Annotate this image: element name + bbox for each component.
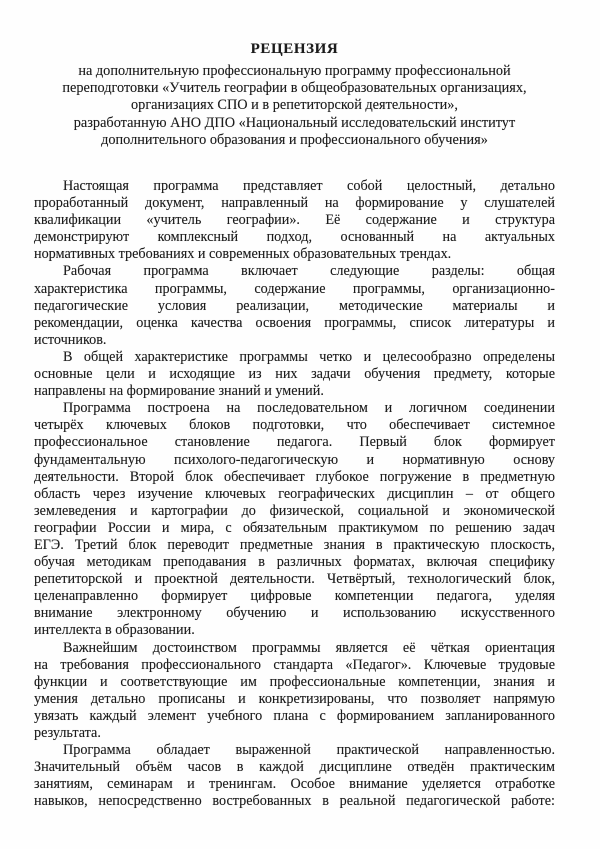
paragraph <box>34 640 555 743</box>
paragraph-line: источников. <box>34 331 107 348</box>
paragraph-line: проработанный документ, направленный на формирование у слушателей <box>34 195 555 212</box>
paragraph-line: деятельности. Второй блок обеспечивает глубокое погружение в предметную <box>34 468 555 485</box>
paragraph-line: репетиторской и проектной деятельности. Четвёртый, технологический блок, <box>34 571 555 588</box>
paragraph-line: целенаправленно формирует цифровые компетенции педагога, уделяя <box>34 588 555 605</box>
subtitle-line: на дополнительную профессиональную программу профессиональной <box>78 63 511 79</box>
paragraph <box>34 349 555 400</box>
document-title: РЕЦЕНЗИЯ <box>250 41 339 57</box>
paragraph-line: Рабочая программа включает следующие разделы: общая <box>63 263 555 280</box>
paragraph-line: ЕГЭ. Третий блок переводит предметные знания в практическую плоскость, <box>34 536 555 553</box>
paragraph-line: В общей характеристике программы четко и целесообразно определены <box>63 348 555 365</box>
paragraph-line: занятиям, семинарам и тренингам. Особое внимание уделяется отработке <box>34 776 555 793</box>
paragraph-line: направлены на формирование знаний и умений. <box>34 383 324 400</box>
paragraph <box>34 742 555 810</box>
subtitle-line: дополнительного образования и профессионального обучения» <box>101 131 488 148</box>
paragraph-line: Программа построена на последовательном и логичном соединении <box>63 400 555 417</box>
paragraph-line: увязать каждый элемент учебного плана с формированием запланированного <box>34 707 555 724</box>
document-body <box>34 178 555 810</box>
paragraph-line: фундаментальную психолого-педагогическую и нормативную основу <box>34 451 555 468</box>
paragraph-line: интеллекта в образовании. <box>34 622 195 639</box>
subtitle-line: переподготовки «Учитель географии в общеобразовательных организациях, <box>62 80 527 97</box>
paragraph-line: Настоящая программа представляет собой целостный, детально <box>63 178 555 195</box>
paragraph-line: навыков, непосредственно востребованных в реальной педагогической работе: <box>34 793 555 810</box>
paragraph-line: землеведения и картографии до физической, социальной и экономической <box>34 502 555 519</box>
paragraph-line: педагогические условия реализации, методические материалы и <box>34 297 555 314</box>
paragraph-line: Программа обладает выраженной практической направленностью. <box>63 742 555 759</box>
paragraph-line: характеристика программы, содержание программы, организационно- <box>34 280 555 297</box>
paragraph-line: Значительный объём часов в каждой дисциплине отведён практическим <box>34 759 555 776</box>
paragraph <box>34 400 555 639</box>
paragraph <box>34 178 555 263</box>
paragraph-line: функции и соответствующие им профессиональные компетенции, знания и <box>34 673 555 690</box>
paragraph-line: профессиональное становление педагога. Первый блок формирует <box>34 434 555 451</box>
document-subtitle <box>34 63 555 149</box>
paragraph-line: демонстрируют комплексный подход, основанный на актуальных <box>34 229 555 246</box>
paragraph-line: нормативных требованиях и современных образовательных трендах. <box>34 246 452 263</box>
paragraph-line: квалификации «учитель географии». Её содержание и структура <box>34 212 555 229</box>
paragraph-line: умения детально прописаны и конкретизированы, что позволяет напрямую <box>34 690 555 707</box>
paragraph-line: Важнейшим достоинством программы является её чёткая ориентация <box>63 639 555 656</box>
paragraph-line: результата. <box>34 725 101 742</box>
paragraph-line: четырёх ключевых блоков подготовки, что обеспечивает системное <box>34 417 555 434</box>
paragraph <box>34 263 555 348</box>
paragraph-line: обучая методикам преподавания в различных форматах, включая специфику <box>34 554 555 571</box>
document-content <box>34 0 555 810</box>
paragraph-line: на требования профессионального стандарта «Педагог». Ключевые трудовые <box>34 656 555 673</box>
paragraph-line: внимание электронному обучению и использованию искусственного <box>34 605 555 622</box>
subtitle-line: разработанную АНО ДПО «Национальный исследовательский институт <box>73 114 516 131</box>
subtitle-line: организациях СПО и в репетиторской деятельности», <box>131 97 458 114</box>
paragraph-line: рекомендации, оценка качества освоения программы, список литературы и <box>34 314 555 331</box>
paragraph-line: географии России и мира, с обязательным практикумом по решению задач <box>34 519 555 536</box>
paragraph-line: основные цели и исходящие из них задачи обучения предмету, которые <box>34 366 555 383</box>
paragraph-line: область через изучение ключевых географических дисциплин – от общего <box>34 485 555 502</box>
